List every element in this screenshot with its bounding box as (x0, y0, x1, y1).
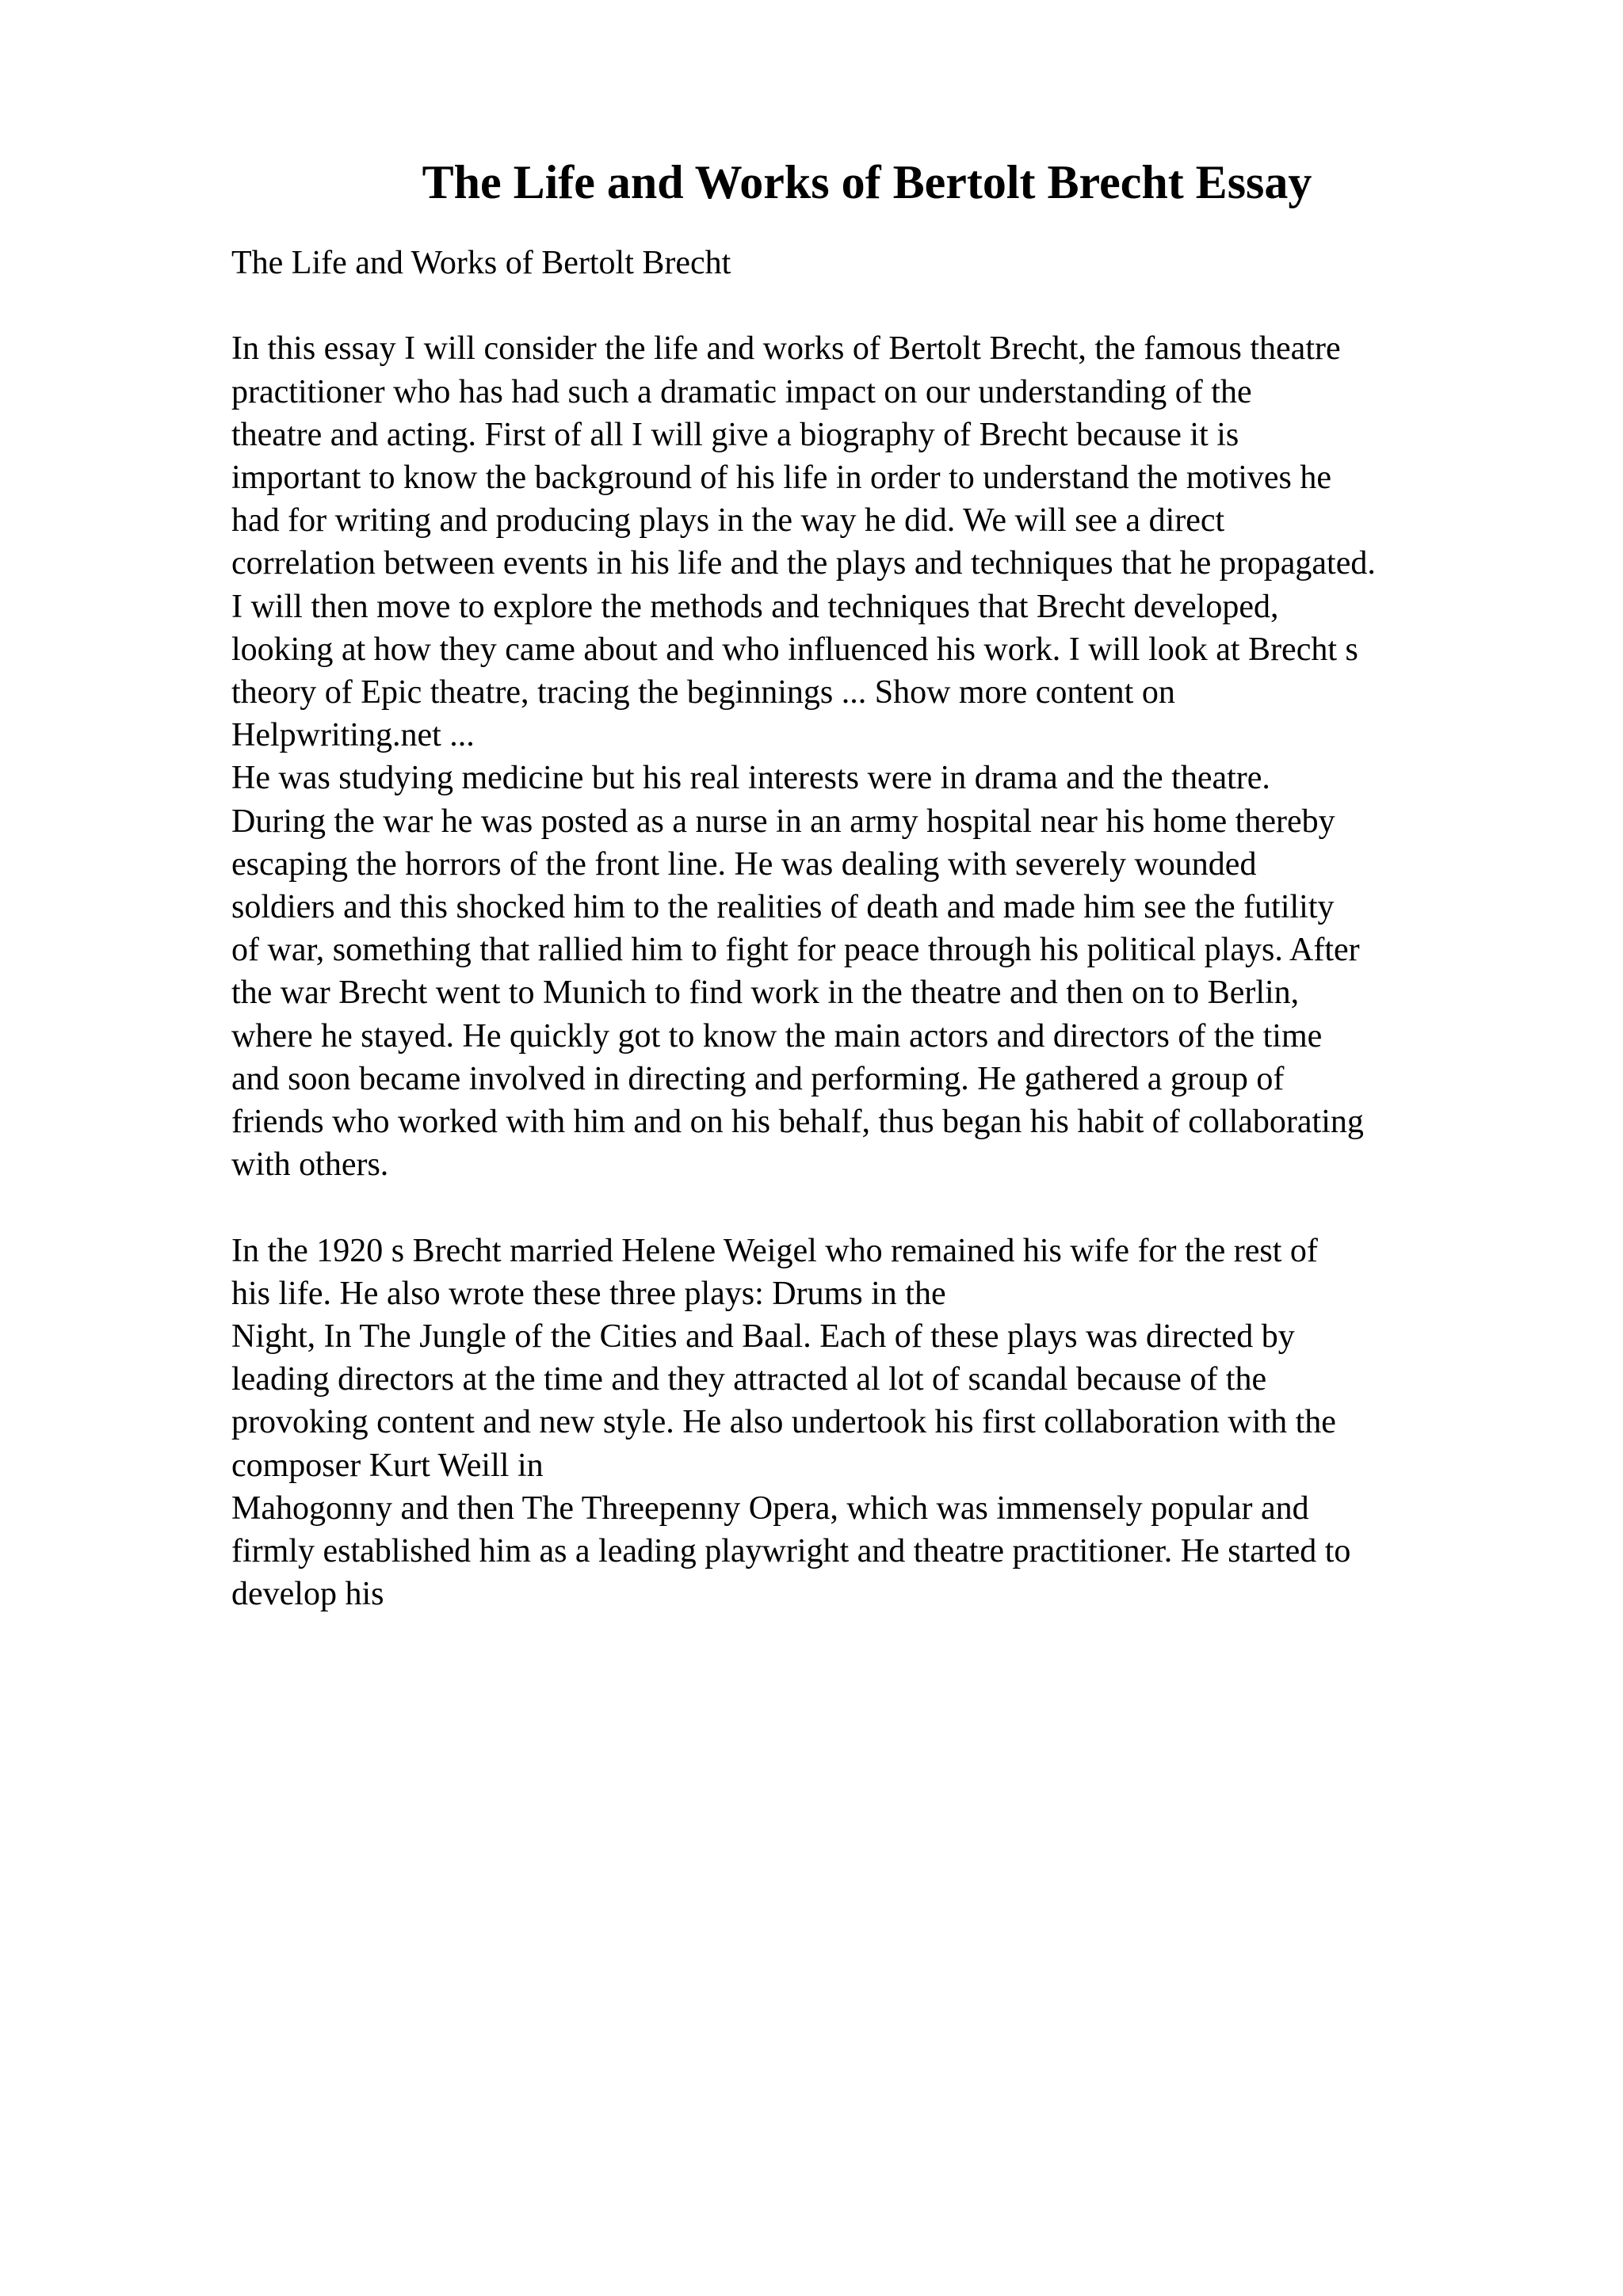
text-line: correlation between events in his life and the plays and techniques that he propagated. (231, 545, 1376, 582)
text-line: firmly established him as a leading playwright and theatre practitioner. He started to (231, 1533, 1351, 1570)
paragraph-early-life (231, 757, 1515, 1186)
document-subtitle: The Life and Works of Bertolt Brecht (231, 245, 731, 281)
text-line: composer Kurt Weill in (231, 1447, 544, 1484)
text-line: important to know the background of his life in order to understand the motives he (231, 460, 1332, 496)
text-line: his life. He also wrote these three plays: Drums in the (231, 1275, 946, 1312)
text-line: leading directors at the time and they attracted al lot of scandal because of the (231, 1361, 1267, 1398)
text-line: In the 1920 s Brecht married Helene Weigel who remained his wife for the rest of (231, 1232, 1318, 1269)
paragraph-1920s (231, 1230, 1515, 1616)
text-line: and soon became involved in directing and performing. He gathered a group of (231, 1060, 1285, 1097)
text-line: the war Brecht went to Munich to find work in the theatre and then on to Berlin, (231, 974, 1300, 1012)
text-line: friends who worked with him and on his behalf, thus began his habit of collaborating (231, 1104, 1364, 1141)
text-line: escaping the horrors of the front line. He was dealing with severely wounded (231, 845, 1257, 883)
paragraph-spacer (231, 284, 1515, 327)
text-line: He was studying medicine but his real interests were in drama and the theatre. (231, 760, 1270, 797)
text-line: soldiers and this shocked him to the realities of death and made him see the futility (231, 889, 1335, 926)
text-line: During the war he was posted as a nurse in an army hospital near his home thereby (231, 803, 1335, 840)
text-line: had for writing and producing plays in the way he did. We will see a direct (231, 502, 1225, 540)
paragraph-spacer (231, 1186, 1515, 1229)
text-line: I will then move to explore the methods and techniques that Brecht developed, (231, 588, 1279, 625)
text-line: where he stayed. He quickly got to know the main actors and directors of the time (231, 1017, 1323, 1055)
text-line: theatre and acting. First of all I will give a biography of Brecht because it is (231, 416, 1239, 453)
text-line: Night, In The Jungle of the Cities and Baal. Each of these plays was directed by (231, 1318, 1295, 1356)
paragraph-intro (231, 327, 1515, 757)
text-line: looking at how they came about and who influenced his work. I will look at Brecht s (231, 631, 1358, 668)
text-line: provoking content and new style. He also undertook his first collaboration with the (231, 1404, 1336, 1441)
text-line: Helpwriting.net ... (231, 717, 475, 754)
text-line: of war, something that rallied him to fight for peace through his political plays. After (231, 932, 1360, 969)
text-line: In this essay I will consider the life and works of Bertolt Brecht, the famous theatre (231, 330, 1341, 368)
text-line: Mahogonny and then The Threepenny Opera, which was immensely popular and (231, 1489, 1309, 1527)
document-body (231, 242, 1515, 1615)
text-line: develop his (231, 1576, 384, 1613)
document-title: The Life and Works of Bertolt Brecht Essay (422, 156, 1312, 208)
text-line: practitioner who has had such a dramatic impact on our understanding of the (231, 373, 1252, 410)
text-line: theory of Epic theatre, tracing the beginnings ... Show more content on (231, 674, 1175, 711)
text-line: with others. (231, 1146, 389, 1184)
